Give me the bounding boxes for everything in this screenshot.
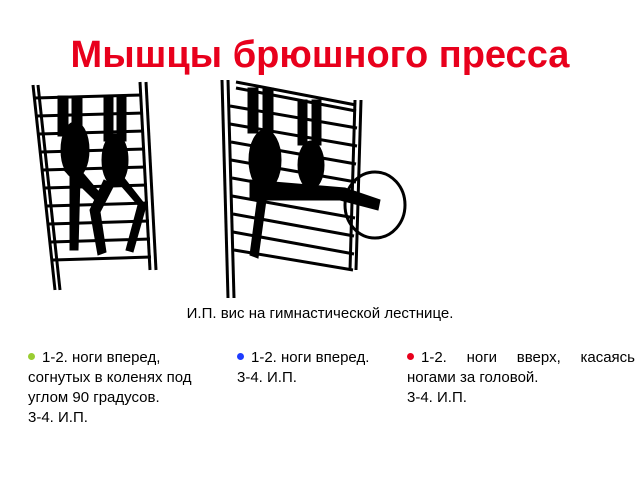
slide-title: Мышцы брюшного пресса <box>70 34 570 76</box>
exercise-3-line-2: ногами за головой. <box>407 369 539 386</box>
exercise-3-line-1: 1-2. ноги вверх, касаясь <box>407 348 635 368</box>
exercise-1 <box>28 348 228 428</box>
bullet-icon <box>237 353 244 360</box>
exercise-2-line-1: 1-2. ноги вперед. <box>237 348 407 368</box>
exercise-1-line-3: углом 90 градусов. <box>28 389 160 406</box>
exercise-1-line-4: 3-4. И.П. <box>28 409 88 426</box>
exercise-3 <box>407 348 637 408</box>
left-figure-knees-bent <box>58 96 146 255</box>
exercise-1-line-1: 1-2. ноги вперед, <box>28 348 228 368</box>
bullet-icon <box>407 353 414 360</box>
exercise-1-line-2: согнутых в коленях под <box>28 369 192 386</box>
bullet-icon <box>28 353 35 360</box>
left-wall-bars <box>33 82 156 290</box>
starting-position-caption: И.П. вис на гимнастической лестнице. <box>186 305 454 322</box>
exercise-2 <box>237 348 407 388</box>
exercise-2-line-2: 3-4. И.П. <box>237 369 297 386</box>
exercise-3-line-3: 3-4. И.П. <box>407 389 467 406</box>
